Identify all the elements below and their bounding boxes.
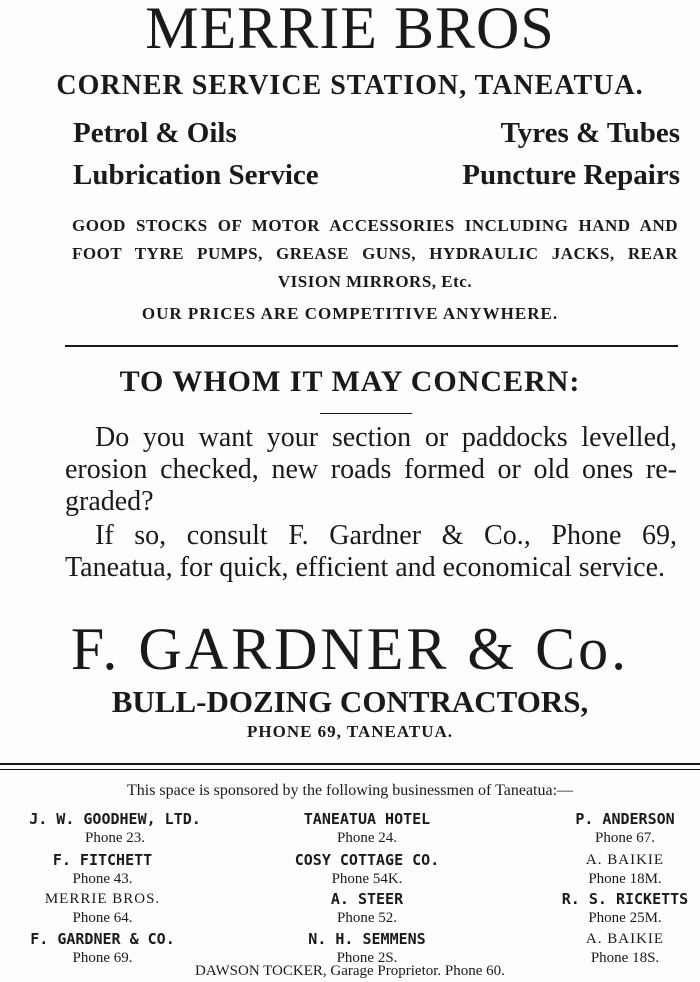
sponsor-phone: Phone 67. [595,830,655,846]
sponsor-name: F. GARDNER & CO. [30,930,175,948]
stocks-paragraph: GOOD STOCKS OF MOTOR ACCESSORIES INCLUDING HAND AND FOOT TYRE PUMPS, GREASE GUNS, HYDRAULIC JACKS, REAR VISION MIRRORS, Etc. [72,216,678,291]
sponsor-goodhew [0,810,230,848]
merrie-bros-title: MERRIE BROS [145,0,555,61]
sponsor-phone: Phone 52. [337,910,397,926]
sponsor-name: F. FITCHETT [52,851,153,869]
sponsor-divider-bottom [0,769,700,770]
heading-underline [320,413,412,414]
sponsor-phone: Phone 25M. [588,910,662,926]
sponsor-phone: Phone 18S. [590,950,660,966]
sponsor-baikie-18m [550,851,700,889]
sponsor-merrie-bros [0,890,205,928]
merrie-bros-subtitle: CORNER SERVICE STATION, TANEATUA. [56,70,644,101]
sponsor-taneatua-hotel [252,810,482,848]
sponsor-anderson [550,810,700,848]
section-divider [65,345,678,347]
sponsor-phone: Phone 18M. [588,871,662,887]
prices-statement: OUR PRICES ARE COMPETITIVE ANYWHERE. [141,304,559,323]
sponsor-name: A. BAIKIE [585,931,665,947]
sponsor-name: J. W. GOODHEW, LTD. [29,810,201,828]
sponsor-name: A. STEER [330,890,404,908]
sponsor-name: R. S. RICKETTS [561,890,689,908]
sponsor-cosy-cottage [252,851,482,889]
service-petrol-oils: Petrol & Oils [73,117,237,149]
sponsor-name: COSY COTTAGE CO. [294,851,440,869]
service-tyres-tubes: Tyres & Tubes [500,117,680,149]
gardner-phone: PHONE 69, TANEATUA. [246,722,454,741]
sponsor-name: N. H. SEMMENS [308,930,426,948]
service-puncture-repairs: Puncture Repairs [462,159,680,191]
sponsor-ricketts [550,890,700,928]
sponsor-name: A. BAIKIE [585,852,665,868]
sponsor-intro: This space is sponsored by the following businessmen of Taneatua:— [126,782,574,799]
sponsor-phone: Phone 69. [72,950,133,966]
gardner-question-paragraph: Do you want your section or paddocks levelled, erosion checked, new roads formed or old ones re-graded? [65,422,677,517]
sponsor-phone: Phone 43. [72,871,133,887]
sponsor-name: P. ANDERSON [575,810,675,828]
bulldozing-contractors: BULL-DOZING CONTRACTORS, [111,684,589,719]
sponsor-footer: DAWSON TOCKER, Garage Proprietor. Phone 60. [195,963,505,979]
service-lubrication: Lubrication Service [73,159,319,191]
sponsor-phone: Phone 54K. [331,871,403,887]
sponsor-divider-top [0,763,700,765]
sponsor-fitchett [0,851,205,889]
sponsor-phone: Phone 23. [85,830,145,846]
sponsor-name: TANEATUA HOTEL [303,810,431,828]
sponsor-steer [252,890,482,928]
gardner-title: F. GARDNER & Co. [70,616,630,682]
sponsor-name: MERRIE BROS. [44,891,161,907]
sponsor-phone: Phone 2S. [336,950,398,966]
gardner-consult-paragraph: If so, consult F. Gardner & Co., Phone 69, Taneatua, for quick, efficient and economical service. [65,520,677,583]
concern-heading: TO WHOM IT MAY CONCERN: [119,365,581,398]
sponsor-phone: Phone 64. [72,910,133,926]
sponsor-phone: Phone 24. [337,830,397,846]
